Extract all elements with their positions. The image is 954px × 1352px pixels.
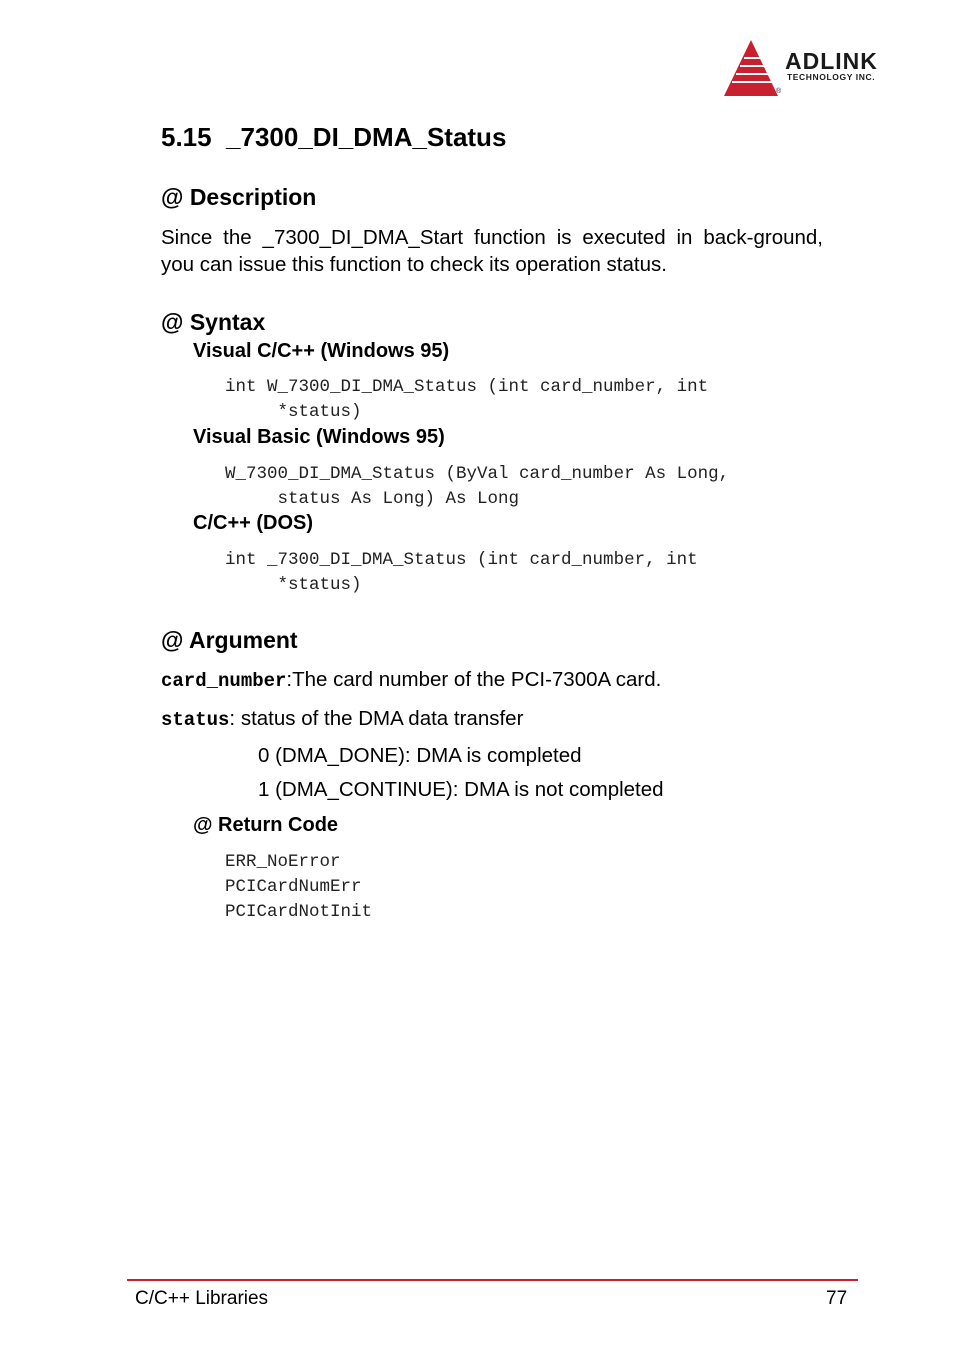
adlink-logo xyxy=(722,38,912,98)
footer-rule xyxy=(127,1279,858,1281)
page-number: 77 xyxy=(826,1288,848,1309)
adlink-triangle-icon xyxy=(722,38,782,98)
argument-card-number-desc: :The card number of the PCI-7300A card. xyxy=(286,668,662,691)
syntax-dos-code: int _7300_DI_DMA_Status (int card_number, int *status) xyxy=(225,550,698,595)
status-value-0: 0 (DMA_DONE): DMA is completed xyxy=(258,744,582,767)
footer-section-name: C/C++ Libraries xyxy=(135,1288,269,1309)
logo-registered: ® xyxy=(776,88,782,95)
argument-status-desc: : status of the DMA data transfer xyxy=(229,707,524,730)
syntax-dos-label: C/C++ (DOS) xyxy=(193,512,314,534)
return-code-list: ERR_NoError PCICardNumErr PCICardNotInit xyxy=(225,852,373,922)
syntax-vb-code: W_7300_DI_DMA_Status (ByVal card_number As Long, status As Long) As Long xyxy=(225,464,730,509)
syntax-vc-code: int W_7300_DI_DMA_Status (int card_number, int *status) xyxy=(225,377,709,422)
argument-card-number xyxy=(161,668,661,692)
status-value-1: 1 (DMA_CONTINUE): DMA is not completed xyxy=(258,778,664,801)
return-code-heading: @ Return Code xyxy=(193,814,339,836)
logo-brand: ADLINK xyxy=(785,48,878,74)
argument-heading: @ Argument xyxy=(161,627,298,653)
syntax-vc-label: Visual C/C++ (Windows 95) xyxy=(193,340,450,362)
argument-status-name: status xyxy=(161,709,230,731)
description-heading: @ Description xyxy=(161,184,317,210)
description-text: Since the _7300_DI_DMA_Start function is executed in back-ground, you can issue this function to check its operation status. xyxy=(161,226,823,276)
logo-tagline: TECHNOLOGY INC. xyxy=(787,72,876,82)
section-title: 5.15 _7300_DI_DMA_Status xyxy=(161,122,507,152)
argument-status xyxy=(161,707,523,731)
argument-card-number-name: card_number xyxy=(161,670,287,692)
syntax-heading: @ Syntax xyxy=(161,309,266,335)
syntax-vb-label: Visual Basic (Windows 95) xyxy=(193,426,445,448)
